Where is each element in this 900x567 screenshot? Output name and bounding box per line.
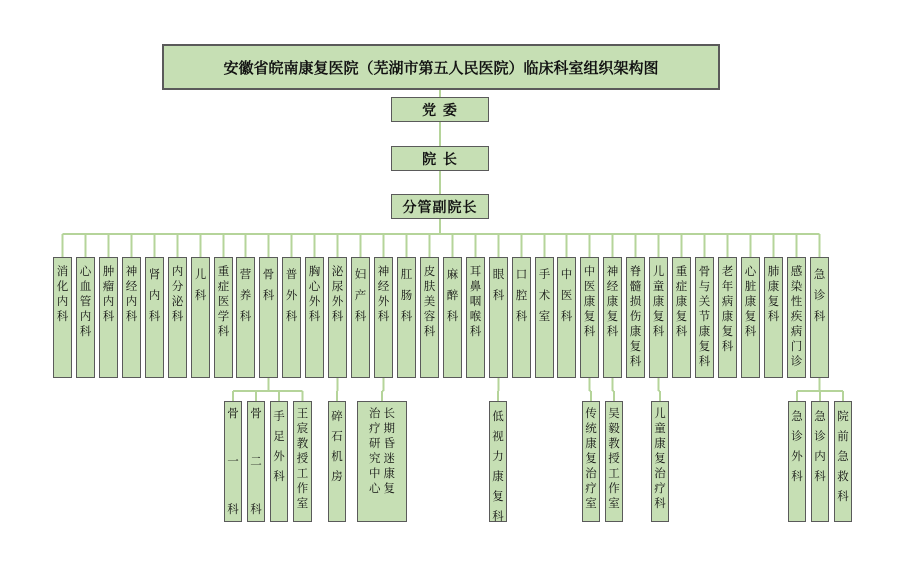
char: 康 xyxy=(654,436,666,450)
sub-bone-2 xyxy=(247,401,265,522)
char: 瘤 xyxy=(102,279,115,293)
char: 营 xyxy=(239,267,252,281)
department-box xyxy=(603,257,622,378)
char: 急 xyxy=(813,267,826,281)
department-box xyxy=(236,257,255,378)
coma-rehab-col xyxy=(384,406,396,496)
char: 管 xyxy=(79,294,92,308)
char: 急 xyxy=(837,449,849,463)
char: 复 xyxy=(698,339,711,353)
char: 迷 xyxy=(383,451,395,465)
char: 与 xyxy=(698,279,711,293)
sub-hand-foot xyxy=(270,401,288,522)
char: 骨 xyxy=(250,406,262,420)
char: 科 xyxy=(400,309,413,323)
char: 皮 xyxy=(423,264,436,278)
char: 儿 xyxy=(654,406,666,420)
char: 普 xyxy=(285,267,298,281)
char: 心 xyxy=(369,481,381,495)
department-box xyxy=(672,257,691,378)
department-box xyxy=(76,257,95,378)
char: 产 xyxy=(354,288,367,302)
char: 肠 xyxy=(400,288,413,302)
char: 科 xyxy=(171,309,184,323)
char: 妇 xyxy=(354,267,367,281)
char: 科 xyxy=(194,288,207,302)
char: 症 xyxy=(675,279,688,293)
char: 分 xyxy=(171,279,184,293)
char: 科 xyxy=(492,509,504,523)
char: 血 xyxy=(79,279,92,293)
char: 中 xyxy=(369,466,381,480)
char: 科 xyxy=(262,288,275,302)
char: 肤 xyxy=(423,279,436,293)
char: 康 xyxy=(492,469,504,483)
department-box xyxy=(145,257,164,378)
char: 科 xyxy=(217,324,230,338)
department-box xyxy=(351,257,370,378)
char: 科 xyxy=(308,309,321,323)
char: 复 xyxy=(744,309,757,323)
char: 科 xyxy=(148,309,161,323)
char: 机 xyxy=(331,449,343,463)
char: 门 xyxy=(790,339,803,353)
char: 医 xyxy=(217,294,230,308)
char: 科 xyxy=(492,288,505,302)
char: 童 xyxy=(652,279,665,293)
char: 研 xyxy=(369,436,381,450)
char: 醉 xyxy=(446,288,459,302)
sub-low-vision xyxy=(489,401,507,522)
char: 科 xyxy=(814,469,826,483)
char: 手 xyxy=(538,267,551,281)
char: 科 xyxy=(767,309,780,323)
char: 复 xyxy=(629,339,642,353)
char: 作 xyxy=(608,481,620,495)
department-box xyxy=(764,257,783,378)
department-box xyxy=(282,257,301,378)
char: 外 xyxy=(285,288,298,302)
party-committee-box: 党 委 xyxy=(391,97,489,122)
char: 内 xyxy=(56,294,69,308)
char: 尿 xyxy=(331,279,344,293)
char: 诊 xyxy=(790,354,803,368)
char: 老 xyxy=(721,264,734,278)
char: 泌 xyxy=(331,264,344,278)
department-box xyxy=(489,257,508,378)
char: 科 xyxy=(698,354,711,368)
char: 容 xyxy=(423,309,436,323)
char: 经 xyxy=(125,279,138,293)
department-box xyxy=(214,257,233,378)
char: 麻 xyxy=(446,267,459,281)
char: 中 xyxy=(583,264,596,278)
char: 外 xyxy=(791,449,803,463)
char: 房 xyxy=(331,469,343,483)
char: 美 xyxy=(423,294,436,308)
department-box xyxy=(466,257,485,378)
char: 神 xyxy=(377,264,390,278)
char: 肛 xyxy=(400,267,413,281)
char: 肿 xyxy=(102,264,115,278)
department-box xyxy=(259,257,278,378)
char: 外 xyxy=(331,294,344,308)
char: 石 xyxy=(331,429,343,443)
char: 腔 xyxy=(515,288,528,302)
sub-wang-studio xyxy=(293,401,312,522)
char: 科 xyxy=(446,309,459,323)
char: 术 xyxy=(538,288,551,302)
char: 毅 xyxy=(608,421,620,435)
char: 院 xyxy=(837,409,849,423)
char: 教 xyxy=(296,436,309,450)
char: 复 xyxy=(654,451,666,465)
char: 科 xyxy=(469,324,482,338)
char: 室 xyxy=(585,496,597,510)
department-box xyxy=(787,257,806,378)
char: 科 xyxy=(354,309,367,323)
sub-child-therapy xyxy=(651,401,669,522)
char: 传 xyxy=(585,406,597,420)
char: 科 xyxy=(652,324,665,338)
char: 经 xyxy=(606,279,619,293)
char: 咽 xyxy=(469,294,482,308)
department-box xyxy=(53,257,72,378)
char: 医 xyxy=(560,288,573,302)
char: 学 xyxy=(217,309,230,323)
char: 室 xyxy=(538,309,551,323)
sub-emergency-surgery xyxy=(788,401,806,522)
char: 骨 xyxy=(227,406,239,420)
char: 力 xyxy=(492,449,504,463)
department-box xyxy=(328,257,347,378)
char: 治 xyxy=(585,466,597,480)
char: 室 xyxy=(296,496,309,510)
char: 中 xyxy=(560,267,573,281)
department-box xyxy=(810,257,829,378)
char: 消 xyxy=(56,264,69,278)
char: 康 xyxy=(698,324,711,338)
char: 重 xyxy=(675,264,688,278)
char: 关 xyxy=(698,294,711,308)
char: 复 xyxy=(721,324,734,338)
char: 感 xyxy=(790,264,803,278)
department-box xyxy=(397,257,416,378)
char: 科 xyxy=(654,496,666,510)
department-box xyxy=(649,257,668,378)
char: 科 xyxy=(125,309,138,323)
department-box xyxy=(512,257,531,378)
char: 手 xyxy=(273,409,285,423)
char: 宸 xyxy=(296,421,309,435)
char: 肾 xyxy=(148,267,161,281)
char: 治 xyxy=(369,406,381,420)
department-box xyxy=(718,257,737,378)
char: 科 xyxy=(791,469,803,483)
char: 科 xyxy=(515,309,528,323)
char: 疗 xyxy=(654,481,666,495)
department-box xyxy=(374,257,393,378)
char: 经 xyxy=(377,279,390,293)
char: 诊 xyxy=(791,429,803,443)
char: 医 xyxy=(583,279,596,293)
char: 科 xyxy=(227,502,239,516)
sub-wu-studio xyxy=(605,401,623,522)
char: 科 xyxy=(560,309,573,323)
department-box xyxy=(122,257,141,378)
char: 心 xyxy=(744,264,757,278)
char: 伤 xyxy=(629,309,642,323)
char: 科 xyxy=(79,324,92,338)
char: 神 xyxy=(125,264,138,278)
char: 足 xyxy=(273,429,285,443)
char: 儿 xyxy=(194,267,207,281)
char: 科 xyxy=(744,324,757,338)
char: 科 xyxy=(285,309,298,323)
char: 内 xyxy=(171,264,184,278)
char: 心 xyxy=(79,264,92,278)
char: 耳 xyxy=(469,264,482,278)
department-box xyxy=(443,257,462,378)
char: 复 xyxy=(606,309,619,323)
char: 一 xyxy=(227,454,239,468)
char: 内 xyxy=(102,294,115,308)
char: 急 xyxy=(791,409,803,423)
char: 康 xyxy=(652,294,665,308)
char: 康 xyxy=(744,294,757,308)
department-box xyxy=(99,257,118,378)
char: 二 xyxy=(250,454,262,468)
char: 科 xyxy=(102,309,115,323)
char: 外 xyxy=(377,294,390,308)
char: 症 xyxy=(217,279,230,293)
char: 王 xyxy=(296,406,309,420)
char: 复 xyxy=(652,309,665,323)
president-box: 院 长 xyxy=(391,146,489,171)
char: 科 xyxy=(250,502,262,516)
department-box xyxy=(420,257,439,378)
char: 诊 xyxy=(813,288,826,302)
char: 髓 xyxy=(629,279,642,293)
char: 康 xyxy=(767,279,780,293)
char: 年 xyxy=(721,279,734,293)
char: 重 xyxy=(217,264,230,278)
sub-emergency-internal xyxy=(811,401,829,522)
department-box xyxy=(535,257,554,378)
char: 复 xyxy=(675,309,688,323)
char: 究 xyxy=(369,451,381,465)
char: 工 xyxy=(608,466,620,480)
char: 统 xyxy=(585,421,597,435)
char: 科 xyxy=(239,309,252,323)
char: 科 xyxy=(273,469,285,483)
vice-president-box: 分管副院长 xyxy=(391,194,489,219)
char: 儿 xyxy=(652,264,665,278)
char: 长 xyxy=(383,406,395,420)
char: 染 xyxy=(790,279,803,293)
department-box xyxy=(626,257,645,378)
char: 教 xyxy=(608,436,620,450)
char: 吴 xyxy=(608,406,620,420)
char: 复 xyxy=(583,309,596,323)
char: 康 xyxy=(583,294,596,308)
char: 骨 xyxy=(698,264,711,278)
department-box xyxy=(168,257,187,378)
char: 科 xyxy=(721,339,734,353)
char: 科 xyxy=(813,309,826,323)
char: 急 xyxy=(814,409,826,423)
char: 昏 xyxy=(383,436,395,450)
char: 神 xyxy=(606,264,619,278)
char: 救 xyxy=(837,469,849,483)
department-box xyxy=(191,257,210,378)
char: 康 xyxy=(721,309,734,323)
char: 鼻 xyxy=(469,279,482,293)
char: 科 xyxy=(377,309,390,323)
sub-tcm-therapy xyxy=(582,401,600,522)
char: 碎 xyxy=(331,409,343,423)
char: 内 xyxy=(79,309,92,323)
char: 化 xyxy=(56,279,69,293)
char: 授 xyxy=(608,451,620,465)
char: 期 xyxy=(383,421,395,435)
char: 康 xyxy=(629,324,642,338)
char: 脏 xyxy=(744,279,757,293)
char: 胸 xyxy=(308,264,321,278)
chart-title: 安徽省皖南康复医院（芜湖市第五人民医院）临床科室组织架构图 xyxy=(162,44,720,90)
char: 康 xyxy=(585,436,597,450)
department-box xyxy=(695,257,714,378)
char: 病 xyxy=(721,294,734,308)
char: 眼 xyxy=(492,267,505,281)
char: 科 xyxy=(837,489,849,503)
department-box xyxy=(741,257,760,378)
char: 口 xyxy=(515,267,528,281)
char: 视 xyxy=(492,429,504,443)
char: 内 xyxy=(814,449,826,463)
char: 外 xyxy=(273,449,285,463)
char: 康 xyxy=(383,466,395,480)
char: 肺 xyxy=(767,264,780,278)
char: 泌 xyxy=(171,294,184,308)
char: 科 xyxy=(423,324,436,338)
char: 室 xyxy=(608,496,620,510)
char: 喉 xyxy=(469,309,482,323)
char: 诊 xyxy=(814,429,826,443)
char: 损 xyxy=(629,294,642,308)
char: 科 xyxy=(583,324,596,338)
char: 作 xyxy=(296,481,309,495)
char: 复 xyxy=(492,489,504,503)
char: 治 xyxy=(654,466,666,480)
char: 复 xyxy=(767,294,780,308)
char: 疾 xyxy=(790,309,803,323)
char: 科 xyxy=(331,309,344,323)
char: 病 xyxy=(790,324,803,338)
char: 康 xyxy=(675,294,688,308)
char: 外 xyxy=(308,294,321,308)
char: 内 xyxy=(148,288,161,302)
char: 低 xyxy=(492,409,504,423)
char: 节 xyxy=(698,309,711,323)
char: 养 xyxy=(239,288,252,302)
char: 康 xyxy=(606,294,619,308)
char: 内 xyxy=(125,294,138,308)
char: 科 xyxy=(606,324,619,338)
char: 疗 xyxy=(369,421,381,435)
sub-prehospital xyxy=(834,401,852,522)
char: 脊 xyxy=(629,264,642,278)
char: 心 xyxy=(308,279,321,293)
char: 疗 xyxy=(585,481,597,495)
char: 工 xyxy=(296,466,309,480)
char: 童 xyxy=(654,421,666,435)
char: 骨 xyxy=(262,267,275,281)
char: 复 xyxy=(585,451,597,465)
char: 科 xyxy=(675,324,688,338)
sub-lithotripsy xyxy=(328,401,346,522)
department-box xyxy=(305,257,324,378)
char: 科 xyxy=(56,309,69,323)
char: 科 xyxy=(629,354,642,368)
research-center-col xyxy=(369,406,381,496)
char: 复 xyxy=(383,481,395,495)
char: 授 xyxy=(296,451,309,465)
department-box xyxy=(557,257,576,378)
sub-coma-rehab-center xyxy=(357,401,407,522)
char: 前 xyxy=(837,429,849,443)
department-box xyxy=(580,257,599,378)
char: 性 xyxy=(790,294,803,308)
sub-bone-1 xyxy=(224,401,242,522)
